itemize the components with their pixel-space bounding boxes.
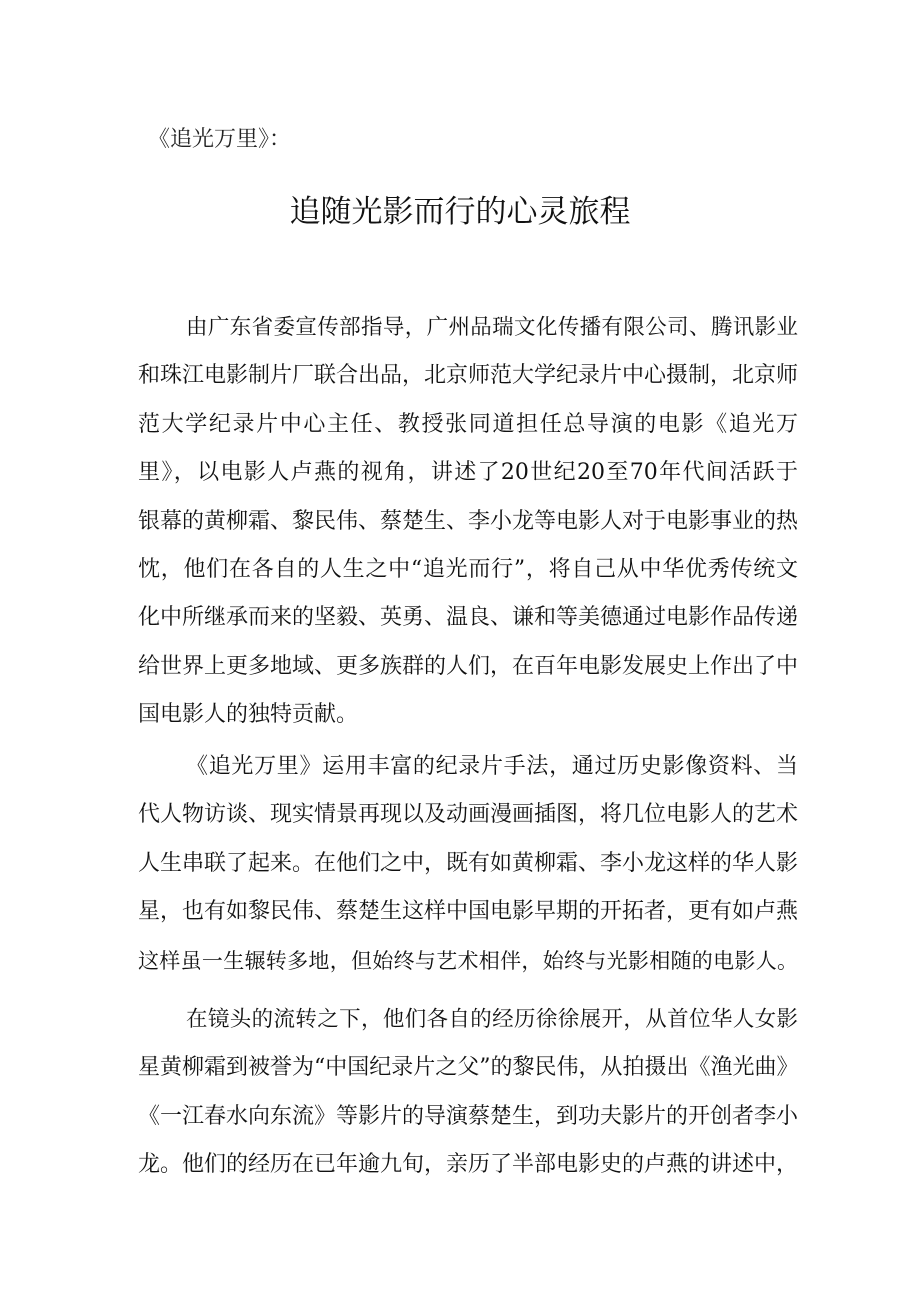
paragraph-line: 龙。他们的经历在已年逾九旬，亲历了半部电影史的卢燕的讲述中， [138,1152,799,1178]
paragraph-line: 和珠江电影制片厂联合出品，北京师范大学纪录片中心摄制，北京师 [138,363,799,389]
document-title: 追随光影而行的心灵旅程 [289,194,631,230]
paragraph-line: 人生串联了起来。在他们之中，既有如黄柳霜、李小龙这样的华人影 [138,850,799,876]
paragraph-line: 《追光万里》运用丰富的纪录片手法，通过历史影像资料、当 [186,754,798,779]
paragraph-line: 代人物访谈、现实情景再现以及动画漫画插图，将几位电影人的艺术 [138,802,799,828]
paragraph-line: 忱，他们在各自的人生之中“追光而行”，将自己从中华优秀传统文 [138,556,798,582]
paragraph-line: 《一江春水向东流》等影片的导演蔡楚生，到功夫影片的开创者李小 [138,1103,799,1129]
paragraph-line: 在镜头的流转之下，他们各自的经历徐徐展开，从首位华人女影 [186,1007,798,1032]
document-label: 《追光万里》： [148,127,292,152]
paragraph-line: 星，也有如黎民伟、蔡楚生这样中国电影早期的开拓者，更有如卢燕 [138,899,799,925]
paragraph-line: 这样虽一生辗转多地，但始终与艺术相伴，始终与光影相随的电影人。 [138,948,798,973]
paragraph-2 [138,743,798,985]
paragraph-line: 银幕的黄柳霜、黎民伟、蔡楚生、李小龙等电影人对于电影事业的热 [138,508,799,534]
paragraph-line: 给世界上更多地域、更多族群的人们，在百年电影发展史上作出了中 [138,653,799,679]
paragraph-line: 范大学纪录片中心主任、教授张同道担任总导演的电影《追光万 [138,411,798,437]
paragraph-3 [138,996,798,1190]
paragraph-line: 化中所继承而来的坚毅、英勇、温良、谦和等美德通过电影作品传递 [138,605,799,631]
paragraph-line: 星黄柳霜到被誉为“中国纪录片之父”的黎民伟，从拍摄出《渔光曲》 [138,1055,799,1081]
paragraph-line: 国电影人的独特贡献。 [138,702,359,728]
paragraph-line: 由广东省委宣传部指导，广州品瑞文化传播有限公司、腾讯影业 [186,315,798,340]
paragraph-line: 里》，以电影人卢燕的视角，讲述了20世纪20至70年代间活跃于 [138,460,798,486]
paragraph-1 [138,304,798,740]
